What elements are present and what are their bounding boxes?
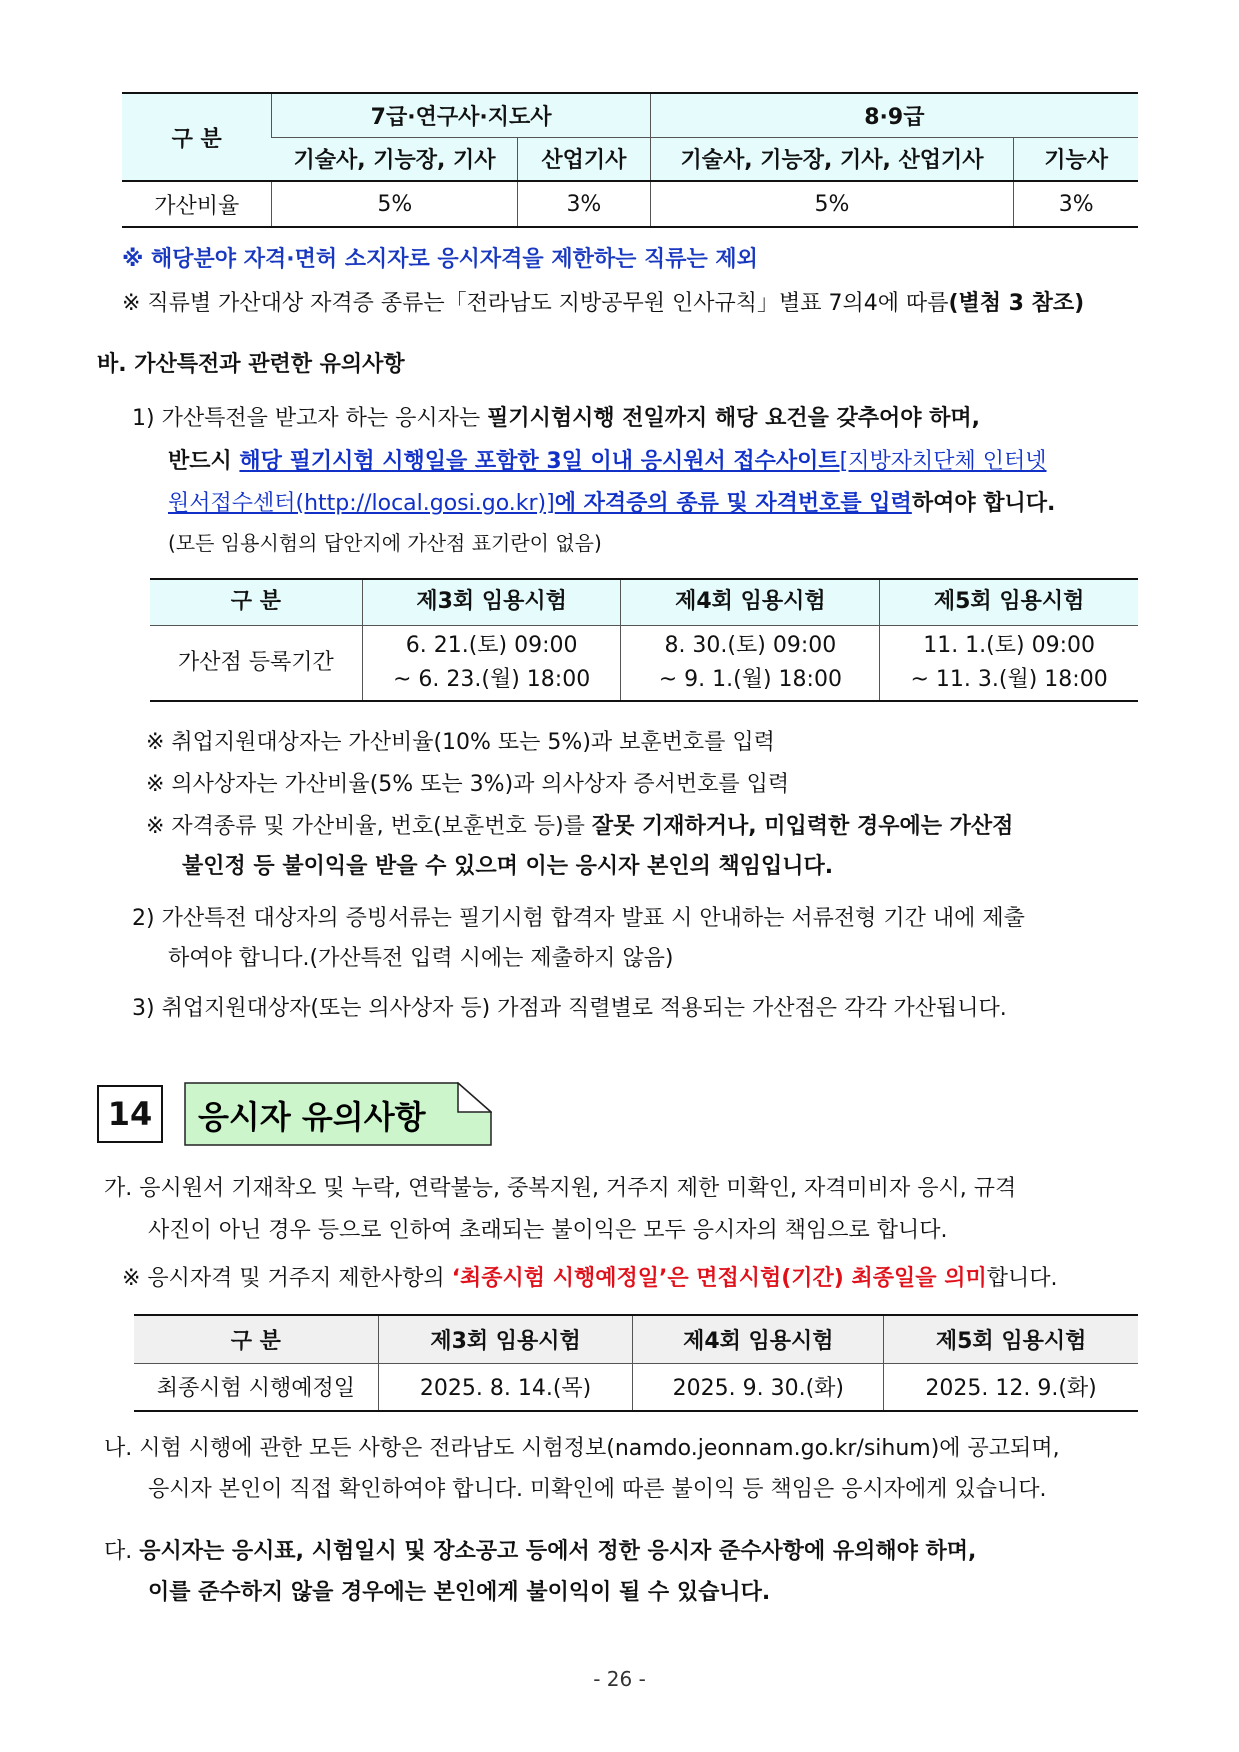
rate-cell: 3%: [518, 181, 651, 227]
item2-line1: 2) 가산특전 대상자의 증빙서류는 필기시험 합격자 발표 시 안내하는 서류전형 기간 내에 제출: [132, 906, 1025, 931]
note-meritorious: ※ 의사상자는 가산비율(5% 또는 3%)과 의사상자 증서번호를 입력: [146, 772, 790, 797]
sub-header: 기술사, 기능장, 기사: [293, 148, 496, 174]
group-b-header: 8·9급: [650, 93, 1138, 137]
period-end: ~ 6. 23.(월) 18:00: [393, 666, 591, 692]
site-link-url[interactable]: 원서접수센터(http://local.gosi.go.kr)]: [168, 491, 555, 516]
section-title: 응시자 유의사항: [198, 1098, 426, 1136]
period-start: 8. 30.(토) 09:00: [664, 632, 837, 658]
ga-line1: 가. 응시원서 기재착오 및 누락, 연락불능, 중복지원, 거주지 제한 미확인, 자격미비자 응시, 규격: [104, 1176, 1017, 1201]
period-start: 11. 1.(토) 09:00: [923, 632, 1095, 658]
item1-line3: [168, 489, 1055, 519]
sub-header: 기능사: [1014, 137, 1138, 181]
item2-line2: 하여야 합니다.(가산특전 입력 시에는 제출하지 않음): [168, 946, 674, 971]
item1-text: 1) 가산특전을 받고자 하는 응시자는: [132, 406, 488, 431]
note-veteran: ※ 취업지원대상자는 가산비율(10% 또는 5%)과 보훈번호를 입력: [146, 730, 775, 755]
note-warning-line2: 불인정 등 불이익을 받을 수 있으며 이는 응시자 본인의 책임입니다.: [182, 854, 834, 879]
item1-bold: 반드시: [168, 449, 240, 474]
da-line2: 이를 준수하지 않을 경우에는 본인에게 불이익이 될 수 있습니다.: [148, 1580, 771, 1605]
sub-header: 산업기사: [518, 137, 651, 181]
site-link[interactable]: [지방자치단체 인터넷: [839, 449, 1047, 474]
item1-blue-bold: 에 자격증의 종류 및 자격번호를 입력: [554, 491, 912, 516]
period-end: ~ 11. 3.(월) 18:00: [910, 666, 1108, 692]
da-prefix: 다.: [104, 1539, 140, 1564]
section-number: 14: [107, 1095, 153, 1133]
ga-line2: 사진이 아닌 경우 등으로 인하여 초래되는 불이익은 모두 응시자의 책임으로 합니다.: [148, 1218, 948, 1243]
date-cell: 2025. 9. 30.(화): [633, 1363, 884, 1411]
section-title-box: [184, 1082, 492, 1146]
col-exam4: 제4회 임용시험: [633, 1315, 884, 1363]
note-warning-line1: [146, 812, 1013, 842]
col-gubun: 구 분: [122, 93, 272, 181]
ga-note-tail: 합니다.: [986, 1266, 1058, 1291]
item1-note: (모든 임용시험의 답안지에 가산점 표기란이 없음): [168, 531, 602, 555]
section-ba-heading: 바. 가산특전과 관련한 유의사항: [97, 352, 405, 377]
date-cell: 2025. 12. 9.(화): [884, 1363, 1138, 1411]
bonus-rate-table: [122, 92, 1138, 228]
row-label: 가산비율: [154, 193, 240, 219]
period-cell: [880, 625, 1138, 701]
item1-bold: 필기시험시행 전일까지 해당 요건을 갖추어야 하며,: [487, 406, 981, 431]
note-warning-bold: 잘못 기재하거나, 미입력한 경우에는 가산점: [591, 814, 1014, 839]
col-exam4: 제4회 임용시험: [621, 579, 880, 625]
row-label: 최종시험 시행예정일: [156, 1376, 355, 1402]
page-number: - 26 -: [593, 1667, 646, 1691]
period-end: ~ 9. 1.(월) 18:00: [658, 666, 842, 692]
period-start: 6. 21.(토) 09:00: [405, 632, 578, 658]
sub-header: 기술사, 기능장, 기사, 산업기사: [650, 137, 1014, 181]
final-exam-date-table: [134, 1314, 1138, 1412]
registration-period-table: [150, 578, 1138, 702]
rate-cell: 5%: [650, 181, 1014, 227]
section-number-box: [97, 1085, 163, 1143]
ga-note-red: ‘최종시험 시행예정일’은 면접시험(기간) 최종일을 의미: [451, 1266, 987, 1291]
da-bold: 응시자는 응시표, 시험일시 및 장소공고 등에서 정한 응시자 준수사항에 유의해야 하며,: [139, 1539, 977, 1564]
period-cell: [362, 625, 621, 701]
group-a-header: 7급·연구사·지도사: [272, 93, 650, 137]
note-cert-text: ※ 직류별 가산대상 자격증 종류는「전라남도 지방공무원 인사규칙」별표 7의4에 따름: [122, 291, 949, 316]
item1-line1: [132, 404, 980, 434]
na-line2: 응시자 본인이 직접 확인하여야 합니다. 미확인에 따른 불이익 등 책임은 응시자에게 있습니다.: [148, 1477, 1047, 1502]
period-cell: [621, 625, 880, 701]
date-cell: 2025. 8. 14.(목): [378, 1363, 633, 1411]
item1-bold: 하여야 합니다.: [911, 491, 1056, 516]
ga-note-text: ※ 응시자격 및 거주지 제한사항의: [122, 1266, 452, 1291]
col-exam3: 제3회 임용시험: [362, 579, 621, 625]
note-cert-types: [122, 289, 1084, 319]
col-exam3: 제3회 임용시험: [378, 1315, 633, 1363]
col-gubun: 구 분: [230, 589, 281, 615]
col-gubun: 구 분: [230, 1328, 281, 1354]
da-line1: [104, 1537, 976, 1567]
na-line1: 나. 시험 시행에 관한 모든 사항은 전라남도 시험정보(namdo.jeonnam.go.kr/sihum)에 공고되며,: [104, 1436, 1060, 1461]
ga-note: [122, 1264, 1057, 1294]
row-label: 가산점 등록기간: [177, 649, 334, 675]
note-cert-ref: (별첨 3 참조): [948, 291, 1085, 316]
note-exclusion: ※ 해당분야 자격·면허 소지자로 응시자격을 제한하는 직류는 제외: [122, 247, 758, 272]
item1-blue-bold: 해당 필기시험 시행일을 포함한 3일 이내 응시원서 접수사이트: [239, 449, 840, 474]
rate-cell: 3%: [1014, 181, 1138, 227]
item1-line2: [168, 447, 1047, 477]
item3: 3) 취업지원대상자(또는 의사상자 등) 가점과 직렬별로 적용되는 가산점은 각각 가산됩니다.: [132, 996, 1007, 1021]
note-warning-text: ※ 자격종류 및 가산비율, 번호(보훈번호 등)를: [146, 814, 592, 839]
rate-cell: 5%: [272, 181, 518, 227]
col-exam5: 제5회 임용시험: [884, 1315, 1138, 1363]
col-exam5: 제5회 임용시험: [880, 579, 1138, 625]
